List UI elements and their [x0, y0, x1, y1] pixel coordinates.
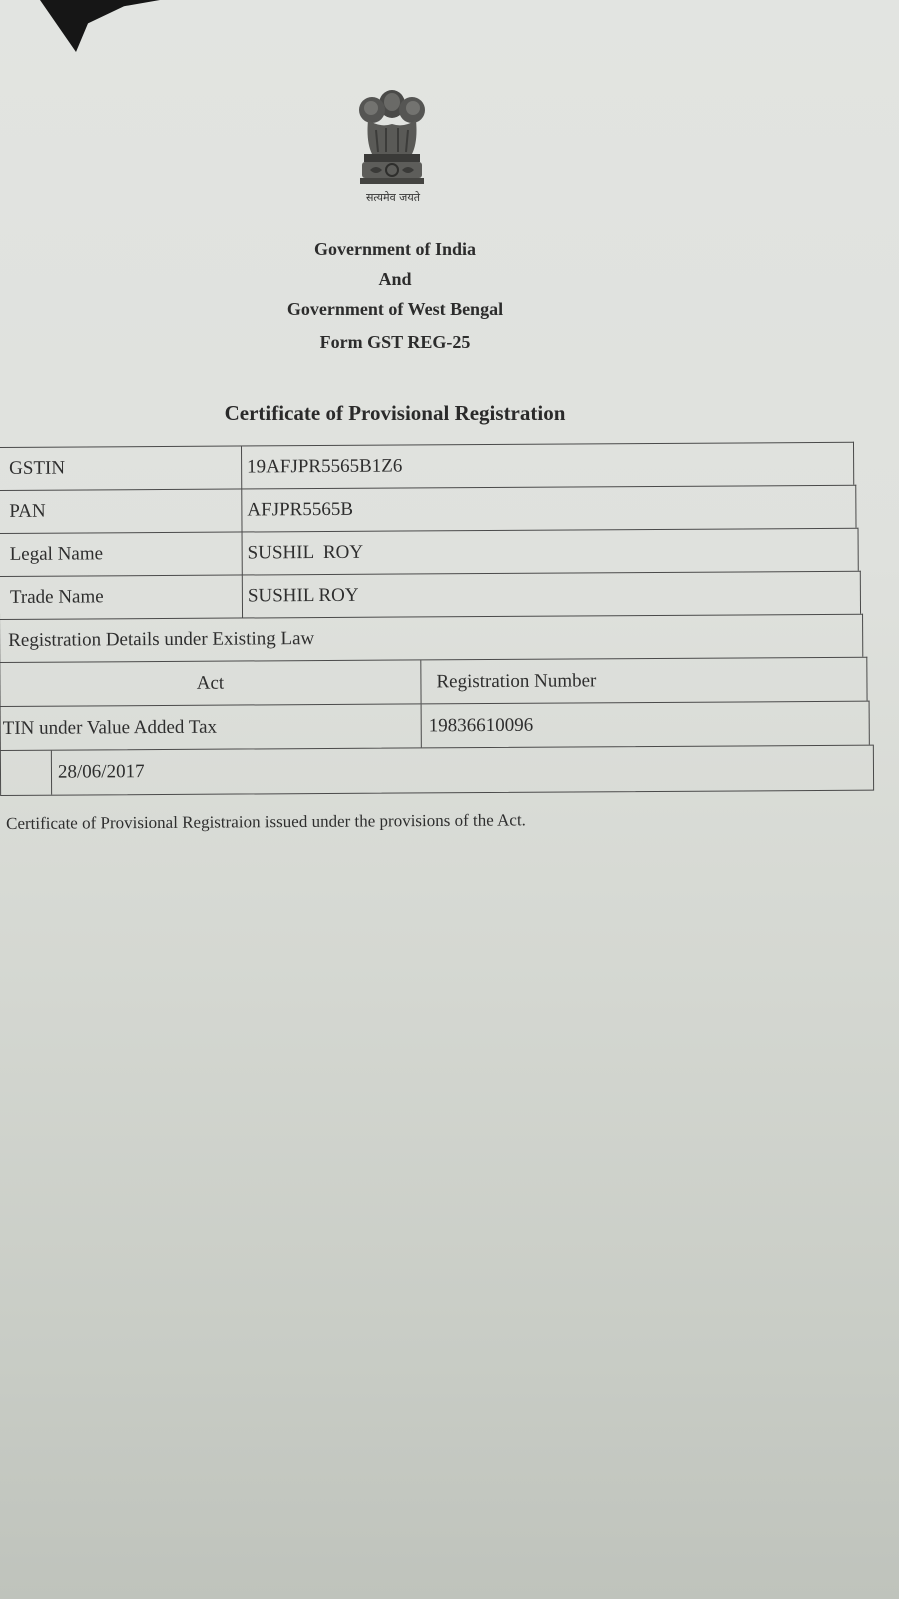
emblem-motto: सत्यमेव जयते [365, 191, 420, 204]
table-row-column-headers [0, 657, 868, 706]
column-divider [241, 490, 242, 532]
certificate-footer-note: Certificate of Provisional Registraion issued under the provisions of the Act. [6, 810, 526, 833]
registration-number-value: 19836610096 [428, 714, 534, 736]
trade-name-value: SUSHIL ROY [247, 584, 359, 607]
column-divider [242, 576, 243, 618]
government-of-india-heading: Government of India [314, 239, 476, 259]
table-row-trade-name [0, 571, 861, 619]
registration-details-table [0, 442, 876, 797]
form-number: Form GST REG-25 [319, 332, 471, 352]
and-heading: And [378, 269, 412, 289]
gstin-label: GSTIN [9, 457, 66, 479]
pan-label: PAN [9, 500, 46, 522]
legal-name-value: SUSHIL ROY [247, 541, 364, 564]
table-row-existing-registration [0, 701, 870, 750]
table-row-date [0, 745, 874, 796]
column-divider [420, 660, 421, 703]
act-column-header: Act [196, 672, 225, 694]
existing-law-heading: Registration Details under Existing Law [8, 628, 315, 651]
page-corner-shadow [40, 0, 160, 52]
column-divider [421, 704, 422, 747]
column-divider [242, 533, 243, 575]
column-divider [51, 751, 52, 795]
table-row-legal-name [0, 528, 859, 576]
government-of-west-bengal-heading: Government of West Bengal [286, 299, 504, 319]
issue-date: 28/06/2017 [57, 761, 145, 783]
national-emblem-icon [352, 84, 432, 192]
table-row-gstin [0, 442, 854, 490]
column-divider [241, 447, 242, 489]
table-row-existing-law-heading [0, 614, 863, 662]
gstin-value: 19AFJPR5565B1Z6 [247, 455, 403, 478]
legal-name-label: Legal Name [9, 543, 104, 565]
trade-name-label: Trade Name [9, 586, 104, 608]
table-row-pan [0, 485, 857, 533]
registration-number-column-header: Registration Number [436, 669, 597, 692]
pan-value: AFJPR5565B [247, 498, 354, 521]
act-value: TIN under Value Added Tax [2, 716, 218, 739]
certificate-title: Certificate of Provisional Registration [224, 401, 566, 425]
